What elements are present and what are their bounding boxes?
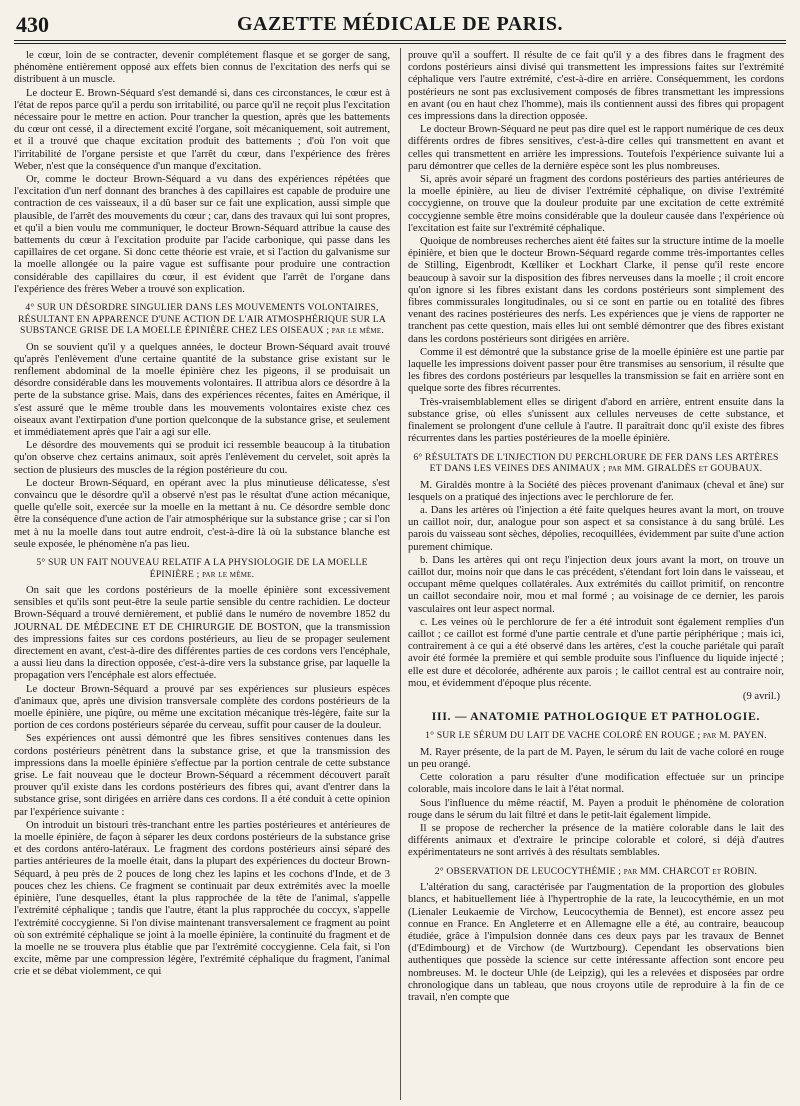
paragraph: Très-vraisemblablement elles se dirigent d'abord en arrière, entrent ensuite dans la substance grise, où elles s'unissent aux cellules nerveuses de cette substance, et finalement se prolongent d'une cellule à l'autre. Il paraîtrait donc qu'il existe des fibres récurrentes dans les parties postérieures de la moelle épinière. [408,396,784,445]
paragraph: Comme il est démontré que la substance grise de la moelle épinière est une partie par laquelle les impressions doivent passer pour être transmises au sensorium, il résulte que les fibres des cordons postérieurs par lesquelles la transmission se fait en arrière sont en quelque sorte des fibres récurrentes. [408,346,784,395]
page-number: 430 [16,12,49,37]
paragraph: le cœur, loin de se contracter, devenir complétement flasque et se gorger de sang, phénomène entièrement opposé aux effets bien connus de l'excitation des nerfs qui se distribuent à un muscle. [14,50,390,86]
paragraph: On introduit un bistouri très-tranchant entre les parties postérieures et antérieures de la moelle épinière, de façon à séparer les deux cordons postérieurs de la substance grise et des cordons antéro-latéraux. Le fragment des cordons postérieurs ainsi séparé des parties antérieures de la moelle était, dans la plupart des expériences du docteur Brown-Séquard, à peu près de 2 pouces de long chez les lapins et les cochons d'Inde, et de 3 pouces chez les chiens. Ce fragment se continuait par deux extrémités avec la moelle épinière, l'une desquelles, étant la plus rapprochée de la tête de l'animal, s'appelle l'extrémité céphalique ; tandis que l'autre, étant la plus rapprochée du coccyx, s'appelle l'extrémité coccygienne. Si l'on divise maintenant transversalement ce fragment au point où son extrémité céphalique se joint à la moelle épinière, la continuité du fragment et de la moelle ne se trouvera plus établie que par l'extrémité coccygienne. Cela fait, si l'on excite, même par une compression légère, l'extrémité céphalique du fragment, l'animal crie et se débat violemment, ce qui [14,819,390,978]
date-note: (9 avril.) [742,690,780,702]
subsection-heading: 4° SUR UN DÉSORDRE SINGULIER DANS LES MOUVEMENTS VOLONTAIRES, RÉSULTANT EN APPARENCE D'UNE ACTION DE L'AIR ATMOSPHÉRIQUE SUR LA SUBSTANCE GRISE DE LA MOELLE ÉPINIÈRE CHEZ LES OISEAUX ; par le même. [18,302,386,337]
header-rule [14,43,786,44]
paragraph: b. Dans les artères qui ont reçu l'injection deux jours avant la mort, on trouve un caillot dur, moins noir que dans le cas précédent, s'étendant fort loin dans le vaisseau, et occupant même quelques collatérales. Aux extrémités du caillot primitif, on rencontre un caillot secondaire noir, mou et mal formé ; au voisinage de ce dernier, les parois vasculaires ont leur aspect normal. [408,554,784,615]
subsection-heading: 6° RÉSULTATS DE L'INJECTION DU PERCHLORURE DE FER DANS LES ARTÈRES ET DANS LES VEINES DES ANIMAUX ; par MM. GIRALDÈS et GOUBAUX. [413,451,779,474]
paragraph: prouve qu'il a souffert. Il résulte de ce fait qu'il y a des fibres dans le fragment des cordons postérieurs ainsi divisé qui transmettent les impressions faites sur l'extrémité céphalique vers l'autre extrémité, c'est-à-dire en arrière. Conséquemment, les cordons postérieurs ne sont pas exclusivement composés de fibres transmettant les impressions en avant (ou en haut chez l'homme), mais ils contiennent aussi des fibres qui propagent ces impressions dans la direction opposée. [408,50,784,123]
paragraph: Il se propose de rechercher la présence de la matière colorable dans le lait des différents animaux et d'extraire le principe colorable et coloré, si déjà d'autres expérimentateurs ne sont arrivés à des résultats semblables. [408,823,784,859]
page-header [14,10,786,41]
paragraph: M. Giraldès montre à la Société des pièces provenant d'animaux (cheval et âne) sur lesquels on a pratiqué des injections avec le perchlorure de fer. [408,479,784,503]
paragraph: On se souvient qu'il y a quelques années, le docteur Brown-Séquard avait trouvé qu'après l'enlèvement d'une certaine quantité de la substance grise existant sur le renflement abdominal de la moelle épinière chez les pigeons, il se produisait un désordre considérable dans les mouvements volontaires. Il attribua alors ce désordre à la perte de la substance grise. Mais, dans des expériences récentes, faites en Amérique, il s'est assuré que le même trouble dans les mouvements volontaires existe chez ces oiseaux avant l'extirpation d'une portion quelconque de la substance grise, et seulement et immédiatement après que l'air a agi sur elle. [14,341,390,438]
subsection-heading: 5° SUR UN FAIT NOUVEAU RELATIF A LA PHYSIOLOGIE DE LA MOELLE ÉPINIÈRE ; par le même. [36,557,368,580]
paragraph: a. Dans les artères où l'injection a été faite quelques heures avant la mort, on trouve un caillot noir, dur, analogue pour son aspect et sa consistance à du sang brûlé. Les parois du vaisseau sont sèches, dépolies, recoquillées, évidemment par suite d'une action purement chimique. [408,504,784,553]
paragraph: M. Rayer présente, de la part de M. Payen, le sérum du lait de vache coloré en rouge un peu orangé. [408,746,784,771]
column-divider [400,48,401,1100]
paragraph: On sait que les cordons postérieurs de la moelle épinière sont excessivement sensibles et qu'ils sont peut-être la seule partie sensible du centre rachidien. Le docteur Brown-Séquard a trouvé dernièrement, et publié dans le numéro de novembre 1852 du JOURNAL DE MÉDECINE ET DE CHIRURGIE DE BOSTON, que la transmission des impressions faites sur ces cordons postérieurs, au lieu de se propager seulement directement en avant, c'est-à-dire des différentes parties de ces cordons vers l'encéphale, a aussi lieu dans la direction opposée, c'est-à-dire vers la substance grise, par laquelle la propagation vers l'encéphale est alors effectuée. [14,585,390,682]
journal-title: GAZETTE MÉDICALE DE PARIS. [236,13,564,35]
paragraph: c. Les veines où le perchlorure de fer a été introduit sont également remplies d'un caillot ; ce caillot est formé d'une partie centrale et d'une partie périphérique ; mais ici, contrairement à ce qui a été observé dans les artères, c'est la couche pariétale qui paraît avoir été formée la première et qui semble produite sous l'influence du liquide injecté ; elle est dure et décolorée, adhérente aux parois ; le caillot central est au contraire noir, mou, et évidemment d'époque plus récente. [408,616,784,689]
paragraph: Le docteur Brown-Séquard a prouvé par ses expériences sur plusieurs espèces d'animaux que, après une division transversale complète des cordons postérieurs de la moelle épinière, une piqûre, ou même une excitation mécanique très-légère, faite sur la portion de ces cordons postérieurs séparée du cerveau, suffit pour causer de la douleur. [14,683,390,732]
paragraph: Le docteur Brown-Séquard, en opérant avec la plus minutieuse délicatesse, s'est convaincu que le désordre qu'il a observé n'est pas le résultat d'une action mécanique, quelle qu'elle soit, exercée sur la moelle en la mettant à nu. Ce désordre semble donc être la conséquence d'une action de l'air atmosphérique sur la substance grise ; car si l'on met à nu la moelle dans tout autre endroit, c'est-à-dire là où la substance blanche est seule exposée, le phénomène n'a pas lieu. [14,477,390,550]
paragraph: Si, après avoir séparé un fragment des cordons postérieurs des parties antérieures de la moelle épinière, au lieu de diviser l'extrémité céphalique, on divise l'extrémité coccygienne, on trouve que la douleur produite par une excitation de cette extrémité coccygienne semble être moins considérable que la douleur causée dans l'expérience où l'excitation est faite sur l'extrémité céphalique. [408,174,784,234]
paragraph: Cette coloration a paru résulter d'une modification effectuée sur un principe colorable, mais incolore dans le lait à l'état normal. [408,772,784,796]
right-column [408,50,784,1100]
left-column [14,50,390,1100]
paragraph: Or, comme le docteur Brown-Séquard a vu dans des expériences répétées que l'excitation d'un nerf donnant des branches à des capillaires est capable de produire une contraction de ces vaisseaux, il a dû baser sur ce fait une explication, aussi simple que plausible, de l'arrêt des mouvements du cœur ; car, dans des travaux qui lui sont propres, et qu'il a bien voulu me communiquer, le docteur Brown-Séquard attribue la cause des battements du cœur à l'excitation produite par l'acide carbonique, qui passe dans les capillaires de cet organe. Si donc cette théorie est vraie, et si l'action du galvanisme sur la moelle allongée ou la paire vague est suffisante pour produire une contraction considérable des capillaires du cœur, il est évident que l'arrêt de l'organe dans l'expérience des frères Weber a trouvé son explication. [14,174,390,295]
paragraph: Le docteur E. Brown-Séquard s'est demandé si, dans ces circonstances, le cœur est à l'état de repos parce qu'il a perdu son irritabilité, ou parce qu'il ne reçoit plus l'excitation nécessaire pour le mettre en action. Pour trancher la question, après que les battements du cœur ont cessé, il a directement excité l'organe, soit mécaniquement, soit autrement, et il a trouvé que chaque excitation produit des battements ; d'où l'on voit que l'irritabilité de l'organe persiste et que l'arrêt du cœur, dans l'expérience des frères Weber, n'est que la conséquence d'un manque d'excitation. [14,87,390,172]
paragraph: Le désordre des mouvements qui se produit ici ressemble beaucoup à la titubation qu'on observe chez certains animaux, soit après l'enlèvement du cervelet, soit après la section de plusieurs des muscles de la région postérieure du cou. [14,440,390,476]
paragraph: Ses expériences ont aussi démontré que les fibres sensitives contenues dans les cordons postérieurs pénètrent dans la substance grise, et que la transmission des impressions dans la moelle épinière s'effectue par la portion centrale de cette substance grise. Le fait nouveau que le docteur Brown-Séquard a récemment découvert paraît prouver qu'il existe dans les cordons postérieurs des fibres qui, avant d'entrer dans la substance grise, sont dirigées en arrière dans ces cordons. Il a été conduit à cette opinion par l'expérience suivante : [14,733,390,818]
section-heading: III. — ANATOMIE PATHOLOGIQUE ET PATHOLOGIE. [431,711,761,724]
subsection-heading: 1° SUR LE SÉRUM DU LAIT DE VACHE COLORÉ EN ROUGE ; par M. PAYEN. [425,730,767,742]
paragraph: L'altération du sang, caractérisée par l'augmentation de la proportion des globules blancs, et habituellement liée à l'hypertrophie de la rate, la leucocythémie, en un mot (Lienaler Leukaemie de Virchow, Leucocythemia de Bennet), est encore assez peu connue en France. En Angleterre et en Allemagne elle a été, au contraire, beaucoup étudiée, grâce à l'impulsion donnée dans ces deux pays par les travaux de Bennet (d'Edimbourg) et de Virchow (de Wurtzbourg). Cependant les observations bien authentiques que possède la science sur cette intéressante affection sont encore peu nombreuses. M. le docteur Uhle (de Leipzig), qui les a relevées et disposées par ordre chronologique dans un tableau, que nous croyons utile de reproduire à la fin de ce travail, n'en compte que [408,882,784,1004]
paragraph: Quoique de nombreuses recherches aient été faites sur la structure intime de la moelle épinière, et bien que le docteur Brown-Séquard regarde comme très-importantes celles de Stilling, Eigenbrodt, Kœlliker et Lockhart Clarke, il pense qu'il reste encore beaucoup à savoir sur la disposition des fibres nerveuses dans la moelle ; il croit encore qu'on ignore si les fibres existant dans les cordons postérieurs sont simplement des fibres commissurales longitudinales, ou si ce sont en partie ou en totalité des fibres venant des racines postérieures des nerfs. Les expériences que je viens de rapporter ne tranchent pas cette question, mais elles lui ont semblé démontrer que des fibres existant dans les cordons postérieurs sont dirigées en arrière. [408,236,784,345]
paragraph: Le docteur Brown-Séquard ne peut pas dire quel est le rapport numérique de ces deux différents ordres de fibres sensitives, c'est-à-dire celles qui transmettent en avant et celles qui transmettent en arrière les impressions. Toutefois l'expérience suivante lui a paru démontrer que celles de la dernière espèce sont les plus nombreuses. [408,124,784,172]
subsection-heading: 2° OBSERVATION DE LEUCOCYTHÉMIE ; par MM. CHARCOT et ROBIN. [434,865,758,877]
paragraph: Sous l'influence du même réactif, M. Payen a produit le phénomène de coloration rouge dans le sérum du lait filtré et dans le petit-lait également limpide. [408,797,784,821]
